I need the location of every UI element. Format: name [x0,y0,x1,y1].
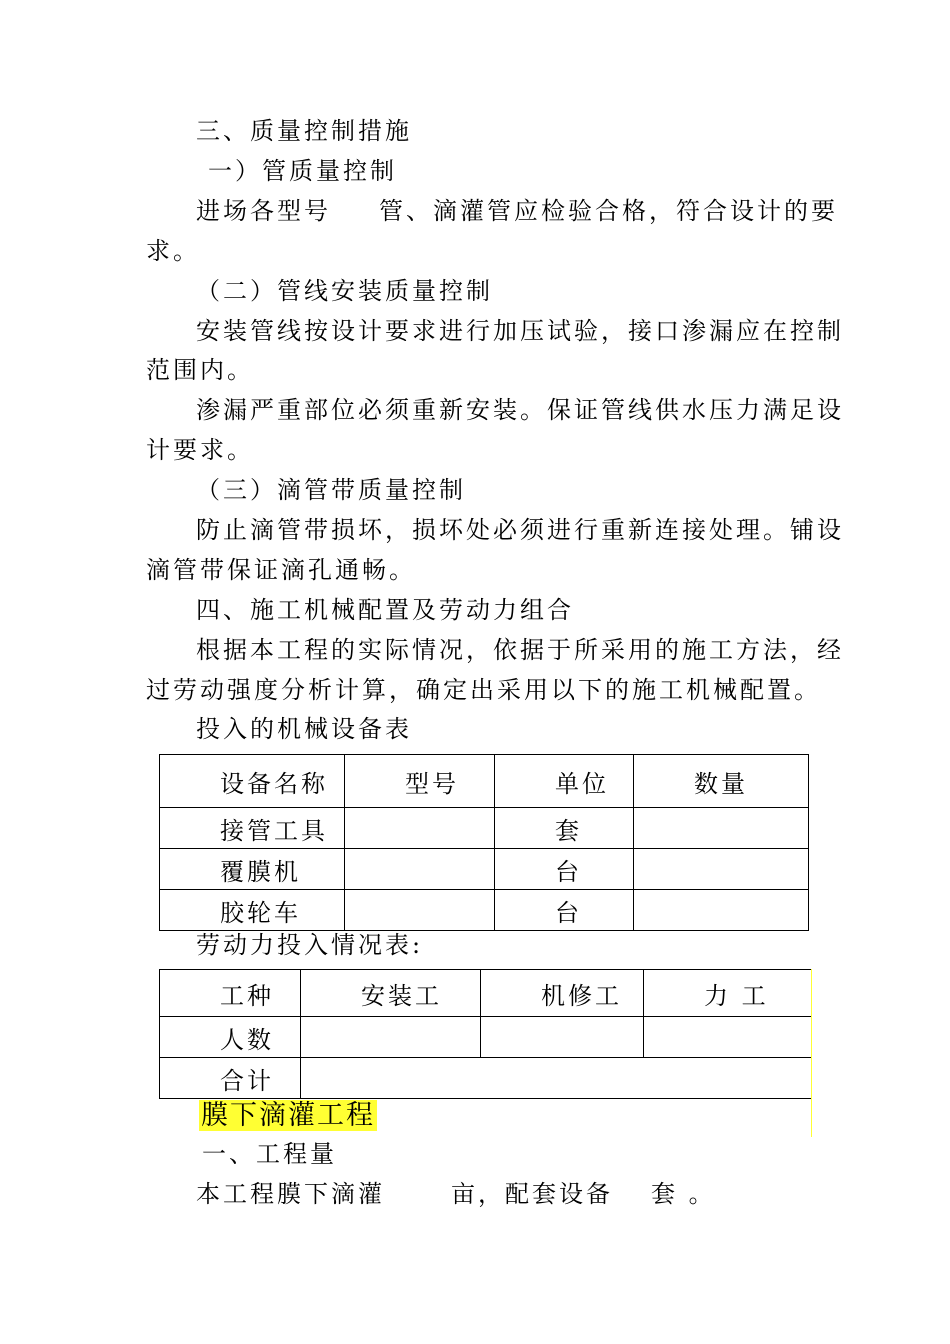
cell-quantity [634,808,809,849]
cell-headcount-label: 人数 [160,1017,301,1058]
cell-model [345,890,495,931]
cell-mechanic-count [481,1017,644,1058]
cell-laborer-count [644,1017,812,1058]
section-title-workload: 一、工程量 [202,1140,337,1168]
header-quantity: 数量 [634,755,809,808]
paragraph-text: 亩，配套设备 [451,1180,613,1208]
paragraph-text: 根据本工程的实际情况，依据于所采用的施工方法，经 [196,636,844,664]
cell-installer-count [301,1017,481,1058]
highlight-margin-line [811,969,812,1137]
table-row [160,1017,812,1058]
labor-table-caption: 劳动力投入情况表: [196,931,424,959]
cell-unit: 台 [495,890,634,931]
header-laborer: 力 工 [644,970,812,1017]
table-row [160,1058,812,1099]
table-row [160,849,809,890]
paragraph-text: 滴管带保证滴孔通畅。 [146,556,416,584]
paragraph-pipe-inspection [196,196,838,226]
paragraph-text: 套 。 [651,1180,716,1208]
subsection-pipe-quality: 一）管质量控制 [208,157,397,185]
paragraph-text: 管、滴灌管应检验合格，符合设计的要 [379,197,838,225]
header-installer: 安装工 [301,970,481,1017]
header-mechanic: 机修工 [481,970,644,1017]
cell-model [345,849,495,890]
paragraph-text: 渗漏严重部位必须重新安装。保证管线供水压力满足设 [196,396,844,424]
paragraph-text: 安装管线按设计要求进行加压试验，接口渗漏应在控制 [196,317,844,345]
paragraph-workload [196,1179,716,1209]
highlighted-heading-text: 膜下滴灌工程 [201,1100,375,1131]
cell-unit: 套 [495,808,634,849]
subsection-drip-tape: （三）滴管带质量控制 [196,476,466,504]
paragraph-text: 本工程膜下滴灌 [196,1180,385,1208]
table-row [160,808,809,849]
paragraph-text: 范围内。 [146,356,254,384]
cell-equipment-name: 胶轮车 [160,890,345,931]
section-title-quality-control: 三、质量控制措施 [196,117,412,145]
paragraph-text: 过劳动强度分析计算，确定出采用以下的施工机械配置。 [146,676,821,704]
header-equipment-name: 设备名称 [160,755,345,808]
table-row [160,890,809,931]
paragraph-text: 求。 [146,237,200,265]
equipment-table-caption: 投入的机械设备表 [196,715,412,743]
table-header-row [160,970,812,1017]
paragraph-text: 防止滴管带损坏，损坏处必须进行重新连接处理。铺设 [196,516,844,544]
cell-total-value [301,1058,812,1099]
header-trade: 工种 [160,970,301,1017]
paragraph-text: 进场各型号 [196,197,331,225]
table-header-row [160,755,809,808]
cell-quantity [634,849,809,890]
section-heading-drip-irrigation [199,1095,377,1137]
cell-unit: 台 [495,849,634,890]
cell-total-label: 合计 [160,1058,301,1099]
section-title-machinery: 四、施工机械配置及劳动力组合 [196,596,574,624]
cell-model [345,808,495,849]
cell-equipment-name: 覆膜机 [160,849,345,890]
header-model: 型号 [345,755,495,808]
cell-equipment-name: 接管工具 [160,808,345,849]
equipment-table [159,754,809,931]
paragraph-text: 计要求。 [146,436,254,464]
cell-quantity [634,890,809,931]
header-unit: 单位 [495,755,634,808]
subsection-pipeline-install: （二）管线安装质量控制 [196,277,493,305]
labor-table [159,969,812,1099]
